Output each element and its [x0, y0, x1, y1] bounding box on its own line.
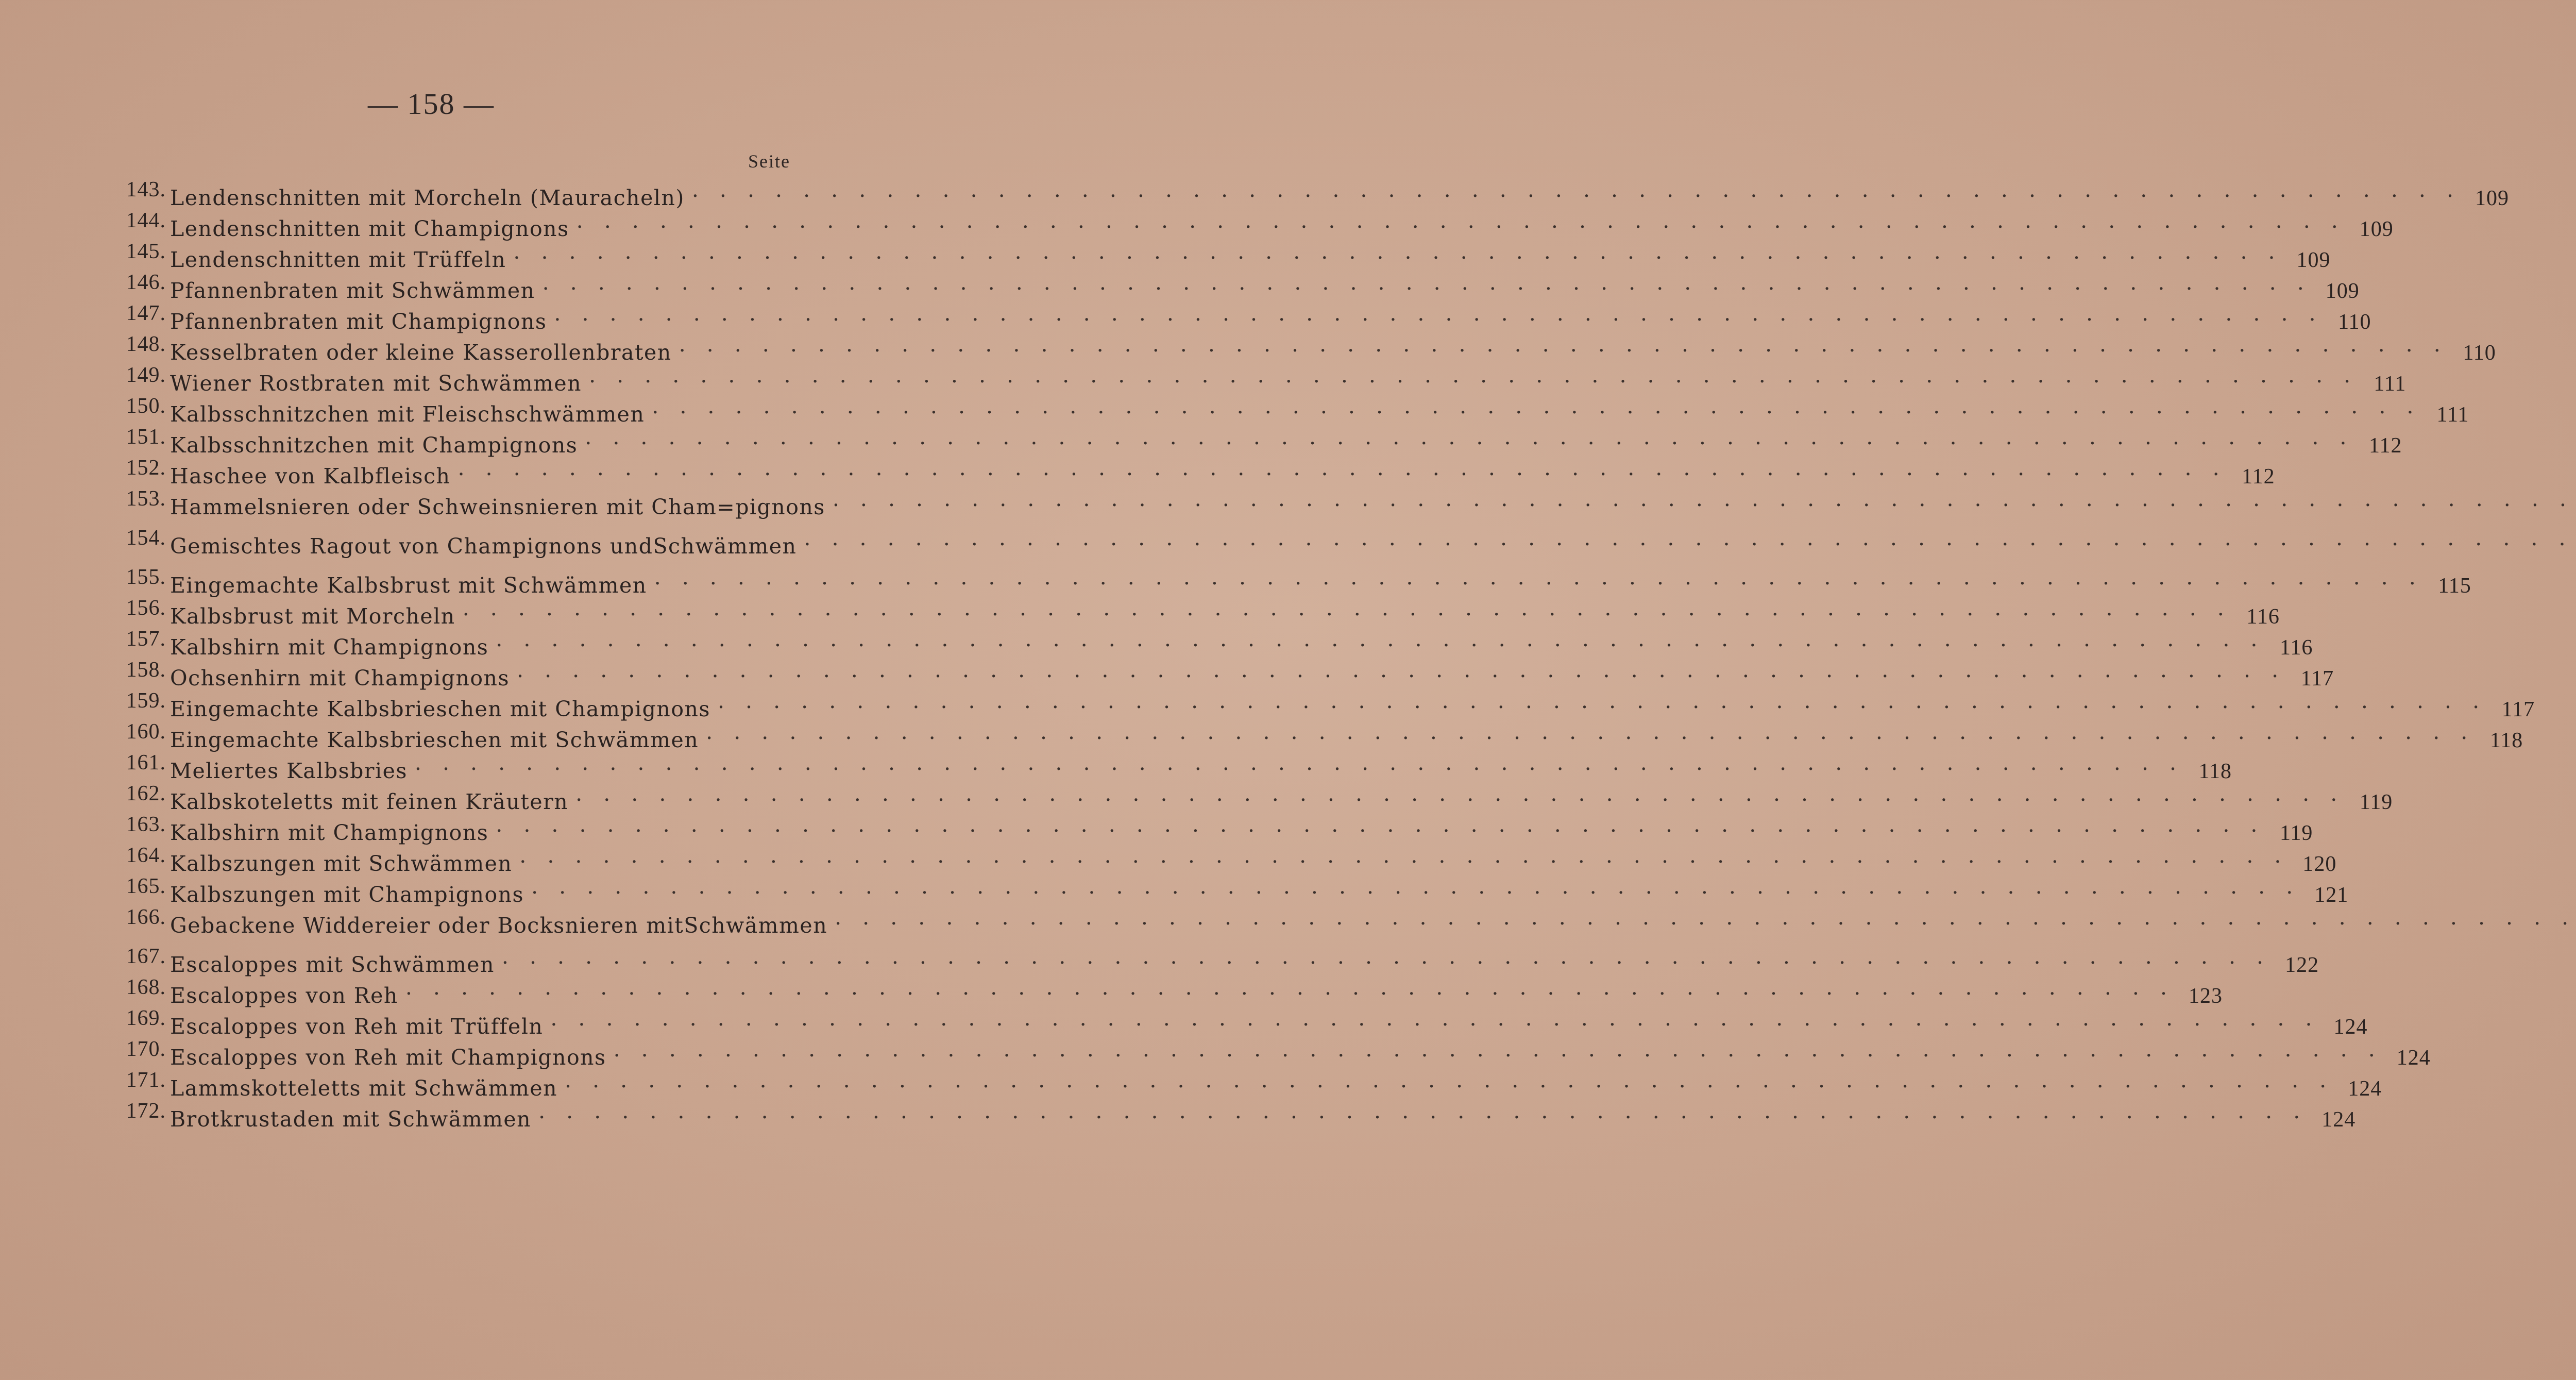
entry-number: 169. — [126, 1006, 166, 1030]
entry-page: 124 — [2321, 1108, 2356, 1132]
entry-number: 157. — [126, 627, 166, 651]
toc-entry — [126, 483, 825, 523]
leader-dots — [512, 840, 2294, 871]
leader-dots — [578, 422, 2360, 452]
leader-dots — [796, 523, 2576, 553]
table-of-contents — [126, 174, 2535, 1132]
entry-title: Kalbsschnitzchen mit Fleischschwämmen — [170, 402, 645, 427]
toc-entry — [126, 654, 2334, 691]
leader-dots — [825, 483, 2576, 514]
entry-number: 167. — [126, 945, 166, 968]
leader-dots — [699, 716, 2481, 747]
entry-number: 147. — [126, 301, 166, 325]
entry-number: 165. — [126, 874, 166, 898]
entry-title: Ochsenhirn mit Champignons — [170, 666, 510, 691]
entry-number: 148. — [126, 332, 166, 356]
leader-dots — [672, 329, 2454, 360]
entry-title: Kalbszungen mit Schwämmen — [170, 851, 513, 876]
entry-page: 109 — [2359, 217, 2394, 241]
entry-number: 159. — [126, 689, 166, 713]
entry-title: Wiener Rostbraten mit Schwämmen — [170, 371, 582, 396]
entry-number: 155. — [126, 565, 166, 589]
entry-page: 112 — [2242, 465, 2275, 489]
toc-entry — [126, 360, 2406, 396]
entry-title: Gemischtes Ragout von Champignons und — [170, 534, 653, 559]
leader-dots — [543, 1003, 2325, 1034]
leader-dots — [455, 593, 2238, 624]
toc-entry — [126, 452, 2275, 489]
toc-entry — [126, 422, 2402, 458]
entry-number: 158. — [126, 658, 166, 682]
toc-entry — [126, 809, 2313, 845]
leader-dots — [710, 685, 2493, 716]
leader-dots — [408, 747, 2190, 778]
leader-dots — [398, 972, 2180, 1003]
leader-dots — [488, 624, 2270, 654]
entry-number: 143. — [126, 178, 166, 201]
entry-number: 170. — [126, 1037, 166, 1061]
leader-dots — [557, 1065, 2340, 1096]
entry-title: Kalbshirn mit Champignons — [170, 635, 489, 660]
entry-title-continued: Schwämmen — [653, 534, 797, 559]
entry-page: 119 — [2359, 790, 2393, 814]
leader-dots — [685, 174, 2467, 205]
entry-page: 109 — [2325, 279, 2360, 303]
leader-dots — [647, 562, 2429, 593]
entry-page: 118 — [2489, 729, 2523, 752]
leader-dots — [535, 267, 2317, 298]
entry-title: Kalbskoteletts mit feinen Kräutern — [170, 789, 569, 814]
entry-page: 116 — [2279, 636, 2313, 660]
entry-title-continued: pignons — [735, 495, 825, 519]
entry-title: Eingemachte Kalbsbrust mit Schwämmen — [170, 573, 647, 598]
toc-entry — [126, 391, 2469, 427]
entry-number: 172. — [126, 1099, 166, 1123]
entry-title-continued: Schwämmen — [684, 913, 828, 938]
leader-dots — [547, 298, 2329, 329]
entry-number: 164. — [126, 844, 166, 867]
toc-entry — [126, 1096, 2356, 1132]
toc-entry — [126, 1034, 2431, 1070]
toc-entry — [126, 523, 797, 562]
entry-title: Lendenschnitten mit Champignons — [170, 216, 569, 241]
entry-page: 111 — [2436, 403, 2469, 427]
entry-title: Brotkrustaden mit Schwämmen — [170, 1107, 532, 1132]
entry-title: Meliertes Kalbsbries — [170, 759, 408, 783]
entry-number: 160. — [126, 720, 166, 744]
entry-title: Kalbszungen mit Champignons — [170, 882, 524, 907]
entry-title: Eingemachte Kalbsbrieschen mit Schwämmen — [170, 728, 699, 752]
entry-title: Escaloppes von Reh mit Champignons — [170, 1045, 606, 1070]
toc-entry — [126, 1065, 2382, 1101]
entry-page: 112 — [2369, 434, 2402, 458]
toc-entry — [126, 747, 2232, 783]
leader-dots — [510, 654, 2292, 685]
entry-title: Lendenschnitten mit Morcheln (Mauracheln) — [170, 186, 685, 210]
entry-title: Eingemachte Kalbsbrieschen mit Champignons — [170, 697, 710, 721]
entry-number: 156. — [126, 596, 166, 620]
entry-page: 110 — [2338, 310, 2371, 334]
entry-title: Haschee von Kalbfleisch — [170, 464, 451, 489]
entry-number: 146. — [126, 271, 166, 294]
entry-page: 111 — [2374, 372, 2406, 396]
entry-number: 151. — [126, 425, 166, 449]
entry-number: 144. — [126, 209, 166, 232]
entry-page: 120 — [2302, 852, 2337, 876]
entry-page: 110 — [2463, 341, 2496, 365]
entry-page: 124 — [2396, 1046, 2431, 1070]
entry-number: 154. — [126, 526, 166, 550]
entry-page: 122 — [2285, 953, 2319, 977]
entry-title: Kesselbraten oder kleine Kasserollenbraten — [170, 340, 672, 365]
toc-entry — [126, 174, 2510, 210]
entry-number: 152. — [126, 456, 166, 480]
entry-page: 117 — [2501, 698, 2535, 721]
leader-dots — [495, 941, 2277, 972]
page-column-header: Seite — [748, 151, 790, 172]
entry-page: 109 — [2296, 248, 2331, 272]
entry-number: 150. — [126, 394, 166, 418]
entry-title: Lendenschnitten mit Trüffeln — [170, 247, 506, 272]
entry-title: Escaloppes von Reh mit Trüffeln — [170, 1014, 544, 1039]
entry-page: 115 — [2438, 574, 2471, 598]
entry-title: Kalbshirn mit Champignons — [170, 820, 489, 845]
leader-dots — [506, 236, 2288, 267]
toc-entry — [126, 236, 2331, 272]
entry-number: 145. — [126, 240, 166, 263]
entry-title: Hammelsnieren oder Schweinsnieren mit Cham= — [170, 495, 736, 519]
toc-entry — [126, 902, 828, 941]
leader-dots — [827, 902, 2576, 933]
entry-page: 123 — [2188, 984, 2223, 1008]
leader-dots — [606, 1034, 2388, 1065]
entry-title: Escaloppes mit Schwämmen — [170, 952, 495, 977]
toc-entry — [126, 871, 2349, 907]
entry-number: 149. — [126, 363, 166, 387]
toc-entry — [126, 972, 2223, 1008]
toc-entry — [126, 205, 2394, 241]
toc-entry — [126, 593, 2280, 629]
page-number: — 158 — — [368, 87, 495, 121]
entry-page: 121 — [2314, 883, 2349, 907]
entry-title: Pfannenbraten mit Schwämmen — [170, 278, 535, 303]
entry-title: Lammskotteletts mit Schwämmen — [170, 1076, 558, 1101]
entry-number: 162. — [126, 782, 166, 805]
leader-dots — [531, 1096, 2313, 1126]
entry-number: 171. — [126, 1068, 166, 1092]
entry-title: Kalbsbrust mit Morcheln — [170, 604, 455, 629]
toc-entry — [126, 562, 2471, 598]
entry-number: 163. — [126, 813, 166, 836]
entry-number: 166. — [126, 905, 166, 929]
toc-entry — [126, 329, 2496, 365]
toc-entry — [126, 267, 2360, 303]
entry-page: 117 — [2300, 667, 2334, 691]
leader-dots — [450, 452, 2232, 483]
entry-title: Gebackene Widdereier oder Bocksnieren mit — [170, 913, 684, 938]
toc-entry — [126, 716, 2523, 752]
leader-dots — [645, 391, 2427, 422]
leader-dots — [488, 809, 2270, 840]
toc-entry — [126, 840, 2337, 876]
toc-entry — [126, 685, 2535, 721]
toc-entry — [126, 298, 2371, 334]
leader-dots — [569, 205, 2351, 236]
entry-number: 153. — [126, 487, 166, 511]
entry-title: Escaloppes von Reh — [170, 983, 398, 1008]
entry-page: 124 — [2348, 1077, 2382, 1101]
entry-page: 109 — [2475, 187, 2510, 210]
entry-page: 118 — [2198, 760, 2232, 783]
toc-entry — [126, 941, 2319, 977]
entry-title: Kalbsschnitzchen mit Champignons — [170, 433, 578, 458]
entry-number: 161. — [126, 751, 166, 775]
leader-dots — [568, 778, 2350, 809]
toc-entry — [126, 778, 2393, 814]
toc-entry — [126, 624, 2313, 660]
entry-number: 168. — [126, 975, 166, 999]
entry-title: Pfannenbraten mit Champignons — [170, 309, 547, 334]
leader-dots — [524, 871, 2306, 902]
entry-page: 116 — [2246, 605, 2280, 629]
entry-page: 119 — [2279, 821, 2313, 845]
leader-dots — [582, 360, 2364, 391]
toc-entry — [126, 1003, 2368, 1039]
entry-page: 124 — [2333, 1015, 2368, 1039]
